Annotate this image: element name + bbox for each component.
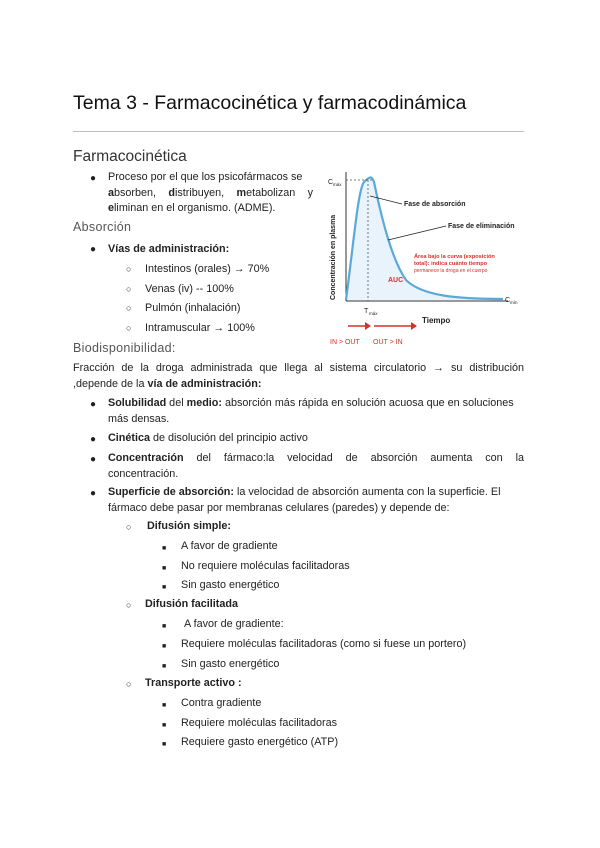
- auc-note-line-1: Área bajo la curva (exposición: [414, 254, 495, 260]
- factor-cinetica: [108, 431, 308, 447]
- via-item: Intramuscular → 100%: [145, 322, 255, 334]
- out-arrow-head-icon: [411, 322, 417, 330]
- circle-bullet-icon: ○: [126, 522, 132, 532]
- auc-note-line-2: total): indica cuánto tiempo: [414, 261, 488, 267]
- cmax-sub-label: máx: [333, 182, 342, 187]
- adme-e: e: [108, 202, 115, 214]
- adme-t2: istribuyen,: [174, 186, 237, 199]
- title-divider: [73, 131, 524, 132]
- via-item: Pulmón (inhalación): [145, 302, 241, 314]
- tmax-sub-label: máx: [369, 311, 378, 316]
- fase-absorcion-label: Fase de absorción: [404, 201, 466, 208]
- transporte-activo-item: Requiere moléculas facilitadoras: [181, 717, 338, 729]
- solubilidad-label: Solubilidad: [108, 397, 167, 409]
- adme-paragraph: [108, 170, 313, 217]
- heading-farmacocinetica: Farmacocinética: [73, 148, 187, 165]
- page-title: Tema 3 - Farmacocinética y farmacodinámica: [73, 92, 467, 114]
- auc-label: AUC: [388, 277, 404, 284]
- square-bullet-icon: ■: [162, 663, 167, 670]
- square-bullet-icon: ■: [162, 741, 167, 748]
- circle-bullet-icon: ○: [126, 264, 132, 274]
- bullet-icon: ●: [90, 244, 97, 255]
- square-bullet-icon: ■: [162, 584, 167, 591]
- difusion-facilitada-label: Difusión facilitada: [145, 598, 238, 610]
- vias-label: Vías de administración:: [108, 243, 230, 255]
- cinetica-label: Cinética: [108, 432, 151, 444]
- concentracion-l2: concentración.: [108, 467, 179, 480]
- in-arrow-head-icon: [365, 322, 371, 330]
- circle-bullet-icon: ○: [126, 303, 132, 313]
- y-axis-label: Concentración en plasma: [330, 214, 337, 300]
- square-bullet-icon: ■: [162, 545, 167, 552]
- via-item: Venas (iv) -- 100%: [145, 283, 234, 295]
- superficie-label: Superficie de absorción:: [108, 486, 234, 498]
- adme-line-2: [108, 186, 313, 202]
- difusion-facilitada-item: Sin gasto energético: [181, 658, 280, 670]
- factor-concentracion: [108, 451, 524, 482]
- bullet-icon: ●: [90, 488, 97, 499]
- x-axis-label: Tiempo: [422, 316, 451, 325]
- cmin-label: C: [505, 297, 511, 304]
- auc-note-line-3: permanece la droga en el cuerpo: [414, 268, 488, 274]
- concentracion-label: Concentración: [108, 452, 184, 464]
- pk-curve-diagram: [318, 160, 530, 350]
- fase-eliminacion-pointer: [388, 226, 446, 240]
- out-in-label: OUT > IN: [373, 339, 403, 346]
- adme-line-1: Proceso por el que los psicofármacos se: [108, 171, 303, 183]
- medio-label: medio:: [186, 397, 222, 409]
- heading-biodisponibilidad: Biodisponibilidad:: [73, 341, 176, 355]
- circle-bullet-icon: ○: [126, 600, 132, 610]
- difusion-facilitada-item: Requiere moléculas facilitadoras (como si fuese un portero): [181, 638, 467, 650]
- solubilidad-t1: del: [166, 397, 187, 409]
- auc-area: [346, 178, 503, 301]
- bullet-icon: ●: [90, 399, 97, 410]
- solubilidad-t2: absorción más rápida en solución acuosa que en soluciones: [222, 397, 514, 409]
- superficie-text: la velocidad de absorción aumenta con la superficie. El: [234, 486, 501, 498]
- difusion-simple-label: Difusión simple:: [147, 520, 231, 532]
- adme-t4: liminan en el organismo. (ADME).: [114, 202, 276, 214]
- bio-line-2-text: ,depende de la: [73, 377, 148, 390]
- cmin-sub-label: mín: [510, 300, 518, 305]
- bullet-icon: ●: [90, 434, 97, 445]
- cmax-label: C: [328, 179, 334, 186]
- in-out-label: IN > OUT: [330, 339, 360, 346]
- transporte-activo-item: Requiere gasto energético (ATP): [181, 736, 339, 748]
- adme-t3: etabolizan y: [246, 186, 313, 199]
- tmax-label: T: [364, 308, 369, 315]
- via-item: Intestinos (orales) → 70%: [145, 263, 270, 275]
- heading-absorcion: Absorción: [73, 220, 132, 234]
- adme-t1: bsorben,: [114, 186, 169, 199]
- transporte-activo-item: Contra gradiente: [181, 697, 262, 709]
- difusion-facilitada-item: A favor de gradiente:: [184, 618, 284, 630]
- square-bullet-icon: ■: [162, 722, 167, 729]
- adme-line-3: [108, 201, 313, 217]
- factor-solubilidad: [108, 396, 524, 427]
- cinetica-text: de disolución del principio activo: [150, 432, 308, 444]
- bullet-icon: ●: [90, 173, 97, 184]
- bio-paragraph: [73, 361, 524, 392]
- concentracion-text: del fármaco:la velocidad de absorción aumenta con la: [183, 452, 524, 464]
- bio-line-1: Fracción de la droga administrada que llega al sistema circulatorio → su distribución: [73, 362, 524, 374]
- square-bullet-icon: ■: [162, 702, 167, 709]
- transporte-activo-label: Transporte activo :: [145, 677, 242, 689]
- adme-m: m: [236, 186, 247, 199]
- circle-bullet-icon: ○: [126, 679, 132, 689]
- bullet-icon: ●: [90, 454, 97, 465]
- difusion-simple-item: No requiere moléculas facilitadoras: [181, 560, 350, 572]
- solubilidad-l2: más densas.: [108, 412, 170, 425]
- bio-line-2-bold: vía de administración:: [147, 377, 262, 390]
- superficie-l2: fármaco debe pasar por membranas celulares (paredes) y depende de:: [108, 501, 450, 514]
- circle-bullet-icon: ○: [126, 284, 132, 294]
- fase-eliminacion-label: Fase de eliminación: [448, 223, 515, 230]
- circle-bullet-icon: ○: [126, 323, 132, 333]
- factor-superficie: [108, 485, 524, 516]
- difusion-simple-item: Sin gasto energético: [181, 579, 280, 591]
- square-bullet-icon: ■: [162, 643, 167, 650]
- square-bullet-icon: ■: [162, 565, 167, 572]
- square-bullet-icon: ■: [162, 623, 167, 630]
- bio-line-2: [73, 377, 524, 393]
- difusion-simple-item: A favor de gradiente: [181, 540, 278, 552]
- adme-d: d: [168, 186, 175, 199]
- adme-a: a: [108, 186, 115, 199]
